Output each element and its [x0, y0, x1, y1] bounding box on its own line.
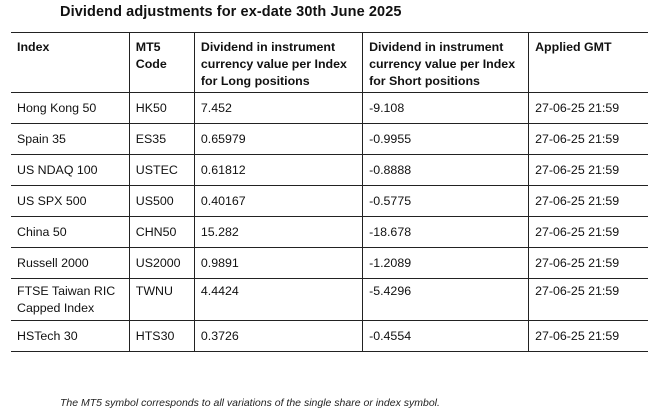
cell-long-dividend: 0.61812	[194, 155, 362, 186]
dividend-table	[11, 32, 648, 352]
cell-short-dividend: -0.4554	[363, 321, 529, 352]
table-row	[11, 279, 648, 321]
header-applied-gmt: Applied GMT	[529, 33, 648, 93]
cell-mt5-code: TWNU	[129, 279, 194, 321]
table-row	[11, 248, 648, 279]
cell-applied-gmt: 27-06-25 21:59	[529, 124, 648, 155]
cell-short-dividend: -0.8888	[363, 155, 529, 186]
cell-short-dividend: -1.2089	[363, 248, 529, 279]
cell-long-dividend: 7.452	[194, 93, 362, 124]
cell-long-dividend: 0.3726	[194, 321, 362, 352]
page-title: Dividend adjustments for ex-date 30th June 2025	[60, 4, 402, 20]
header-index: Index	[11, 33, 129, 93]
cell-index: Russell 2000	[11, 248, 129, 279]
cell-index: FTSE Taiwan RIC Capped Index	[11, 279, 129, 321]
cell-index: Spain 35	[11, 124, 129, 155]
cell-applied-gmt: 27-06-25 21:59	[529, 248, 648, 279]
table-body	[11, 93, 648, 352]
cell-applied-gmt: 27-06-25 21:59	[529, 186, 648, 217]
cell-mt5-code: US2000	[129, 248, 194, 279]
table-row	[11, 155, 648, 186]
cell-mt5-code: CHN50	[129, 217, 194, 248]
cell-applied-gmt: 27-06-25 21:59	[529, 279, 648, 321]
cell-long-dividend: 4.4424	[194, 279, 362, 321]
cell-short-dividend: -9.108	[363, 93, 529, 124]
cell-index: HSTech 30	[11, 321, 129, 352]
cell-long-dividend: 0.40167	[194, 186, 362, 217]
cell-mt5-code: ES35	[129, 124, 194, 155]
cell-long-dividend: 0.9891	[194, 248, 362, 279]
table-row	[11, 186, 648, 217]
cell-applied-gmt: 27-06-25 21:59	[529, 155, 648, 186]
cell-index: US NDAQ 100	[11, 155, 129, 186]
table-row	[11, 124, 648, 155]
table-row	[11, 217, 648, 248]
cell-long-dividend: 15.282	[194, 217, 362, 248]
cell-mt5-code: HK50	[129, 93, 194, 124]
header-long-dividend: Dividend in instrument currency value per Index for Long positions	[194, 33, 362, 93]
cell-index: Hong Kong 50	[11, 93, 129, 124]
cell-index: China 50	[11, 217, 129, 248]
cell-mt5-code: USTEC	[129, 155, 194, 186]
header-short-dividend: Dividend in instrument currency value per Index for Short positions	[363, 33, 529, 93]
table-header-row	[11, 33, 648, 93]
cell-applied-gmt: 27-06-25 21:59	[529, 93, 648, 124]
cell-short-dividend: -18.678	[363, 217, 529, 248]
cell-applied-gmt: 27-06-25 21:59	[529, 217, 648, 248]
footnote: The MT5 symbol corresponds to all variations of the single share or index symbol.	[60, 397, 440, 409]
cell-long-dividend: 0.65979	[194, 124, 362, 155]
cell-short-dividend: -0.5775	[363, 186, 529, 217]
table-row	[11, 93, 648, 124]
cell-index: US SPX 500	[11, 186, 129, 217]
table-row	[11, 321, 648, 352]
cell-mt5-code: US500	[129, 186, 194, 217]
header-mt5-code: MT5 Code	[129, 33, 194, 93]
cell-applied-gmt: 27-06-25 21:59	[529, 321, 648, 352]
cell-mt5-code: HTS30	[129, 321, 194, 352]
cell-short-dividend: -0.9955	[363, 124, 529, 155]
cell-short-dividend: -5.4296	[363, 279, 529, 321]
